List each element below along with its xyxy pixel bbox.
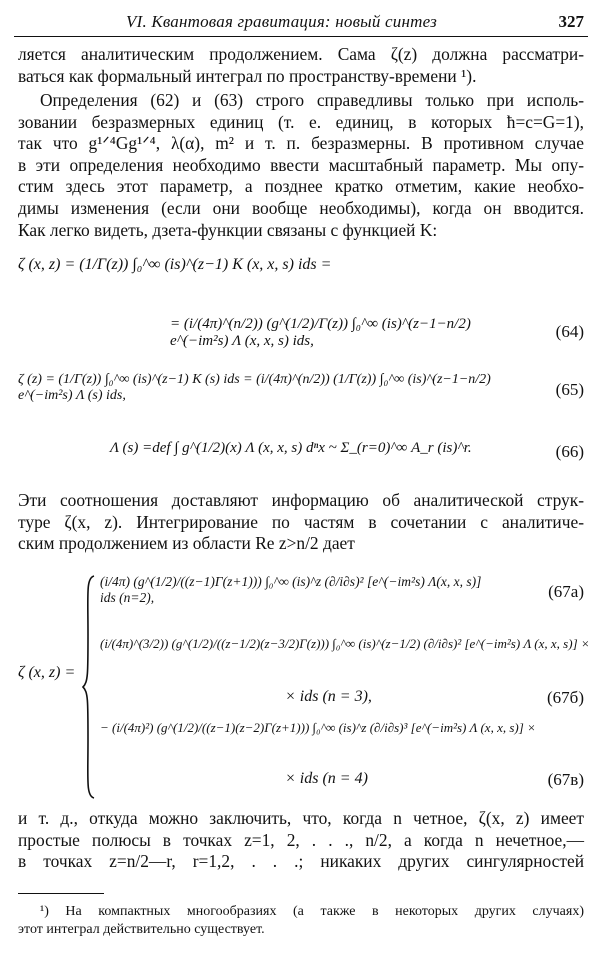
text-line: Определения (62) и (63) строго справедливы только при исполь- <box>40 90 584 110</box>
text-line: ским продолжением из области Re z>n/2 дает <box>18 533 355 554</box>
equation-66-label: (66) <box>555 442 584 461</box>
paragraph-poles <box>18 808 584 873</box>
text-line: ваться как формальный интеграл по пространству-времени ¹). <box>18 65 477 86</box>
text-line: так что g¹ᐟ⁴Gg¹ᐟ⁴, λ(α), m² и т. п. безразмерны. В противном случае <box>18 133 584 154</box>
equation-67b-line-2: × ids (n = 3), <box>285 688 372 705</box>
equation-65-label: (65) <box>555 380 584 399</box>
text-line: ляется аналитическим продолжением. Сама ζ(z) должна рассматри- <box>18 44 584 64</box>
equation-67c-line-1: − (i/(4π)²) (g^(1/2)/((z−1)(z−2)Γ(z+1))) ∫₀^∞ (is)^z (∂/i∂s)³ [e^(−im²s) Λ (x, x, s)] × <box>100 720 536 735</box>
equation-64-line-2: = (i/(4π)^(n/2)) (g^(1/2)/Γ(z)) ∫₀^∞ (is)^(z−1−n/2) e^(−im²s) Λ (x, x, s) ids, <box>170 316 471 349</box>
left-brace <box>82 574 96 800</box>
footnote-line: ¹) На компактных многообразиях (а также в некоторых других случаях) <box>40 904 584 919</box>
paragraph-continuation <box>18 44 584 87</box>
text-line: зовании безразмерных единиц (т. е. единиц, в которых ħ=c=G=1), <box>18 111 584 132</box>
footnote-rule <box>18 893 104 894</box>
text-line: туре ζ(x, z). Интегрирование по частям в сочетании с аналитиче- <box>18 511 584 532</box>
text-line: Как легко видеть, дзета-функции связаны с функцией K: <box>18 219 438 240</box>
text-line: Эти соотношения доставляют информацию об аналитической струк- <box>18 490 584 510</box>
footnote <box>18 903 584 939</box>
text-line: и т. д., откуда можно заключить, что, когда n четное, ζ(x, z) имеет <box>18 808 584 828</box>
equation-67b-line-1: (i/(4π)^(3/2)) (g^(1/2)/((z−1/2)(z−3/2)Γ(z))) ∫₀^∞ (is)^(z−1/2) (∂/i∂s)² [e^(−im²s) Λ (x, x, s)] × <box>100 636 590 651</box>
equation-67c-line-2: × ids (n = 4) <box>285 770 368 787</box>
page-header <box>14 8 588 37</box>
system-lhs: ζ (x, z) = <box>18 664 76 681</box>
text-line: стим здесь этот параметр, а позднее кратко отметим, какие необхо- <box>18 176 584 197</box>
equation-65: ζ (z) = (1/Γ(z)) ∫₀^∞ (is)^(z−1) K (s) ids = (i/(4π)^(n/2)) (1/Γ(z)) ∫₀^∞ (is)^(z−1−n/2) e^(−im²s) Λ (s) ids, <box>18 372 491 403</box>
paragraph-definitions <box>18 90 584 241</box>
text-line: в эти определения необходимо ввести масштабный параметр. Мы опу- <box>18 154 584 175</box>
footnote-line: этот интеграл действительно существует. <box>18 922 265 937</box>
equation-67a-label: (67а) <box>548 582 584 601</box>
page-number: 327 <box>558 12 584 31</box>
text-line: в точках z=n/2—r, r=1,2, . . .; никаких других сингулярностей <box>18 851 584 872</box>
equation-66: Λ (s) =def ∫ g^(1/2)(x) Λ (x, x, s) dⁿx ~ Σ_(r=0)^∞ A_r (is)^r. <box>110 440 472 456</box>
equation-67a: (i/4π) (g^(1/2)/((z−1)Γ(z+1))) ∫₀^∞ (is)^z (∂/i∂s)² [e^(−im²s) Λ(x, x, s)] ids (n=2), <box>100 574 482 605</box>
equation-64-label: (64) <box>555 322 584 341</box>
equation-67c-label: (67в) <box>547 770 584 789</box>
paragraph-structure <box>18 490 584 555</box>
text-line: димы изменения (если они вообще необходимы), когда он вводится. <box>18 197 584 218</box>
equation-67b-label: (67б) <box>547 688 584 707</box>
running-title: VI. Квантовая гравитация: новый синтез <box>126 12 437 31</box>
equation-64-line-1: ζ (x, z) = (1/Γ(z)) ∫₀^∞ (is)^(z−1) K (x, x, s) ids = <box>18 256 332 273</box>
text-line: простые полюсы в точках z=1, 2, . . ., n/2, а когда n нечетное,— <box>18 829 584 850</box>
